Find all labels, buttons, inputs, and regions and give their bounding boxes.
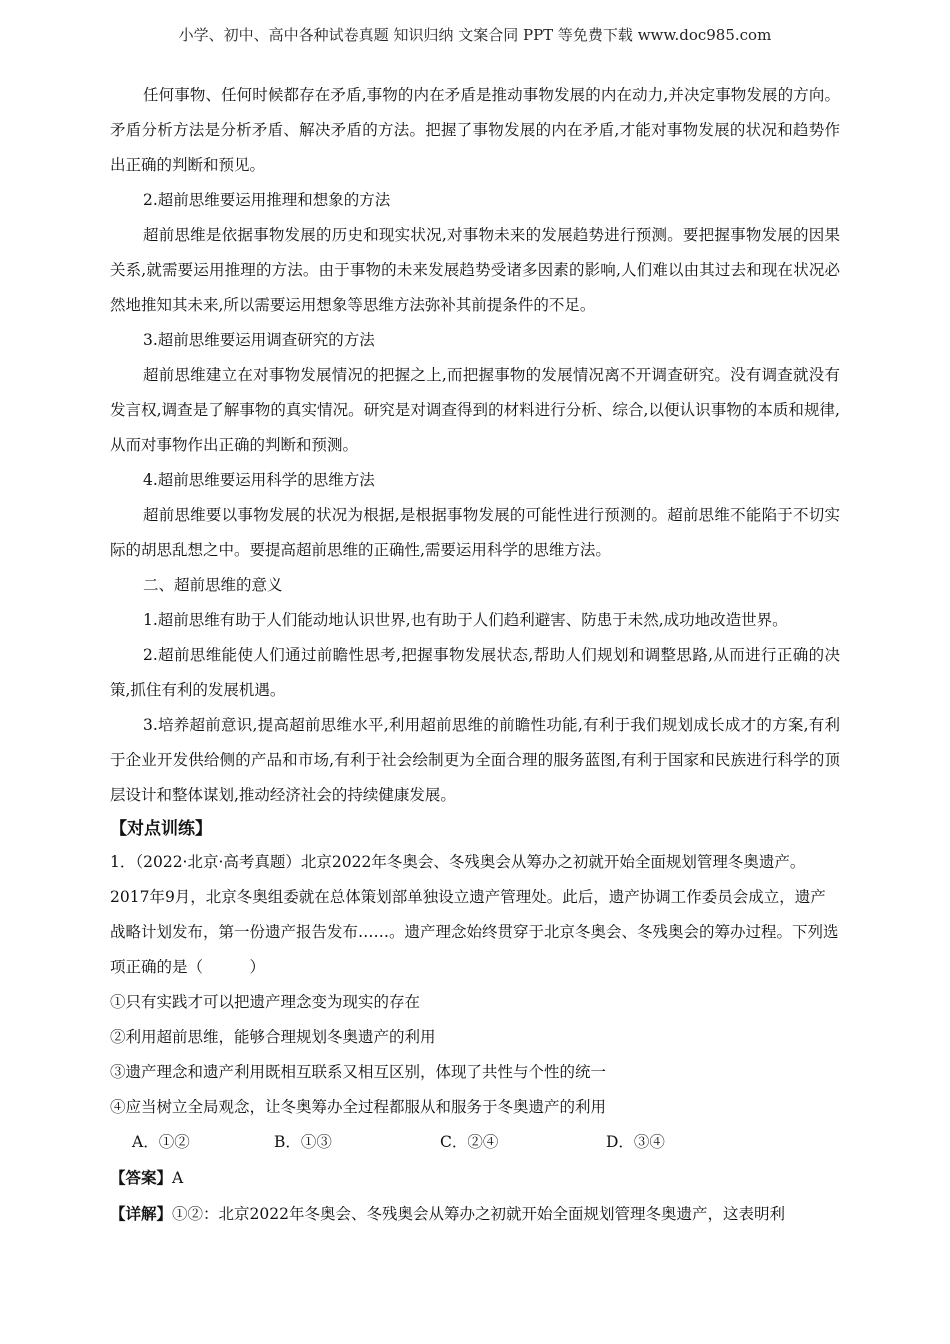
answer-value: A (172, 1169, 184, 1187)
option-2: ②利用超前思维，能够合理规划冬奥遗产的利用 (110, 1028, 436, 1046)
heading-scientific: 4.超前思维要运用科学的思维方法 (143, 471, 375, 489)
paragraph-scientific: 超前思维要以事物发展的状况为根据,是根据事物发展的可能性进行预测的。超前思维不能陷于不切实际的胡思乱想之中。要提高超前思维的正确性,需要运用科学的思维方法。 (110, 506, 840, 559)
answer-line (110, 1160, 840, 1196)
paragraph-reasoning: 超前思维是依据事物发展的历史和现实状况,对事物未来的发展趋势进行预测。要把握事物发展的因果关系,就需要运用推理的方法。由于事物的未来发展趋势受诸多因素的影响,人们难以由其过去和现在状况必然地推知其未来,所以需要运用想象等思维方法弥补其前提条件的不足。 (110, 226, 840, 314)
significance-item-2: 2.超前思维能使人们通过前瞻性思考,把握事物发展状态,帮助人们规划和调整思路,从而进行正确的决策,抓住有利的发展机遇。 (110, 646, 840, 699)
option-1: ①只有实践才可以把遗产理念变为现实的存在 (110, 993, 421, 1011)
heading-significance: 二、超前思维的意义 (143, 576, 283, 594)
detail-line (110, 1196, 840, 1232)
page-header: 小学、初中、高中各种试卷真题 知识归纳 文案合同 PPT 等免费下载 www.doc985.com (178, 26, 772, 44)
choice-a: A．①② (132, 1133, 190, 1151)
option-3: ③遗产理念和遗产利用既相互联系又相互区别，体现了共性与个性的统一 (110, 1063, 607, 1081)
question-stem: 1．（2022·北京·高考真题）北京2022年冬奥会、冬残奥会从筹办之初就开始全面规划管理冬奥遗产。2017年9月，北京冬奥组委就在总体策划部单独设立遗产管理处。此后，遗产协调工作委员会成立，遗产战略计划发布，第一份遗产报告发布……。遗产理念始终贯穿于北京冬奥会、冬残奥会的筹办过程。下列选项正确的是（ ） (110, 853, 839, 976)
heading-research: 3.超前思维要运用调查研究的方法 (143, 331, 375, 349)
significance-item-1: 1.超前思维有助于人们能动地认识世界,也有助于人们趋利避害、防患于未然,成功地改造世界。 (143, 611, 788, 629)
training-title: 【对点训练】 (110, 819, 212, 839)
answer-label: 【答案】 (110, 1168, 173, 1187)
option-4: ④应当树立全局观念，让冬奥筹办全过程都服从和服务于冬奥遗产的利用 (110, 1098, 607, 1116)
choice-b: B．①③ (274, 1133, 332, 1151)
document-body (110, 78, 840, 1232)
choice-c: C．②④ (440, 1133, 499, 1151)
paragraph-contradiction: 任何事物、任何时候都存在矛盾,事物的内在矛盾是推动事物发展的内在动力,并决定事物发展的方向。矛盾分析方法是分析矛盾、解决矛盾的方法。把握了事物发展的内在矛盾,才能对事物发展的状况和趋势作出正确的判断和预见。 (110, 86, 840, 174)
detail-text: ①②：北京2022年冬奥会、冬残奥会从筹办之初就开始全面规划管理冬奥遗产，这表明利 (172, 1205, 785, 1223)
significance-item-3: 3.培养超前意识,提高超前思维水平,利用超前思维的前瞻性功能,有利于我们规划成长成才的方案,有利于企业开发供给侧的产品和市场,有利于社会绘制更为全面合理的服务蓝图,有利于国家和民族进行科学的顶层设计和整体谋划,推动经济社会的持续健康发展。 (110, 716, 840, 804)
answer-choices (110, 1125, 840, 1160)
choice-d: D．③④ (606, 1133, 665, 1151)
heading-reasoning: 2.超前思维要运用推理和想象的方法 (143, 191, 391, 209)
detail-label: 【详解】 (110, 1204, 173, 1223)
paragraph-research: 超前思维建立在对事物发展情况的把握之上,而把握事物的发展情况离不开调查研究。没有调查就没有发言权,调查是了解事物的真实情况。研究是对调查得到的材料进行分析、综合,以便认识事物的本质和规律,从而对事物作出正确的判断和预测。 (110, 366, 840, 454)
